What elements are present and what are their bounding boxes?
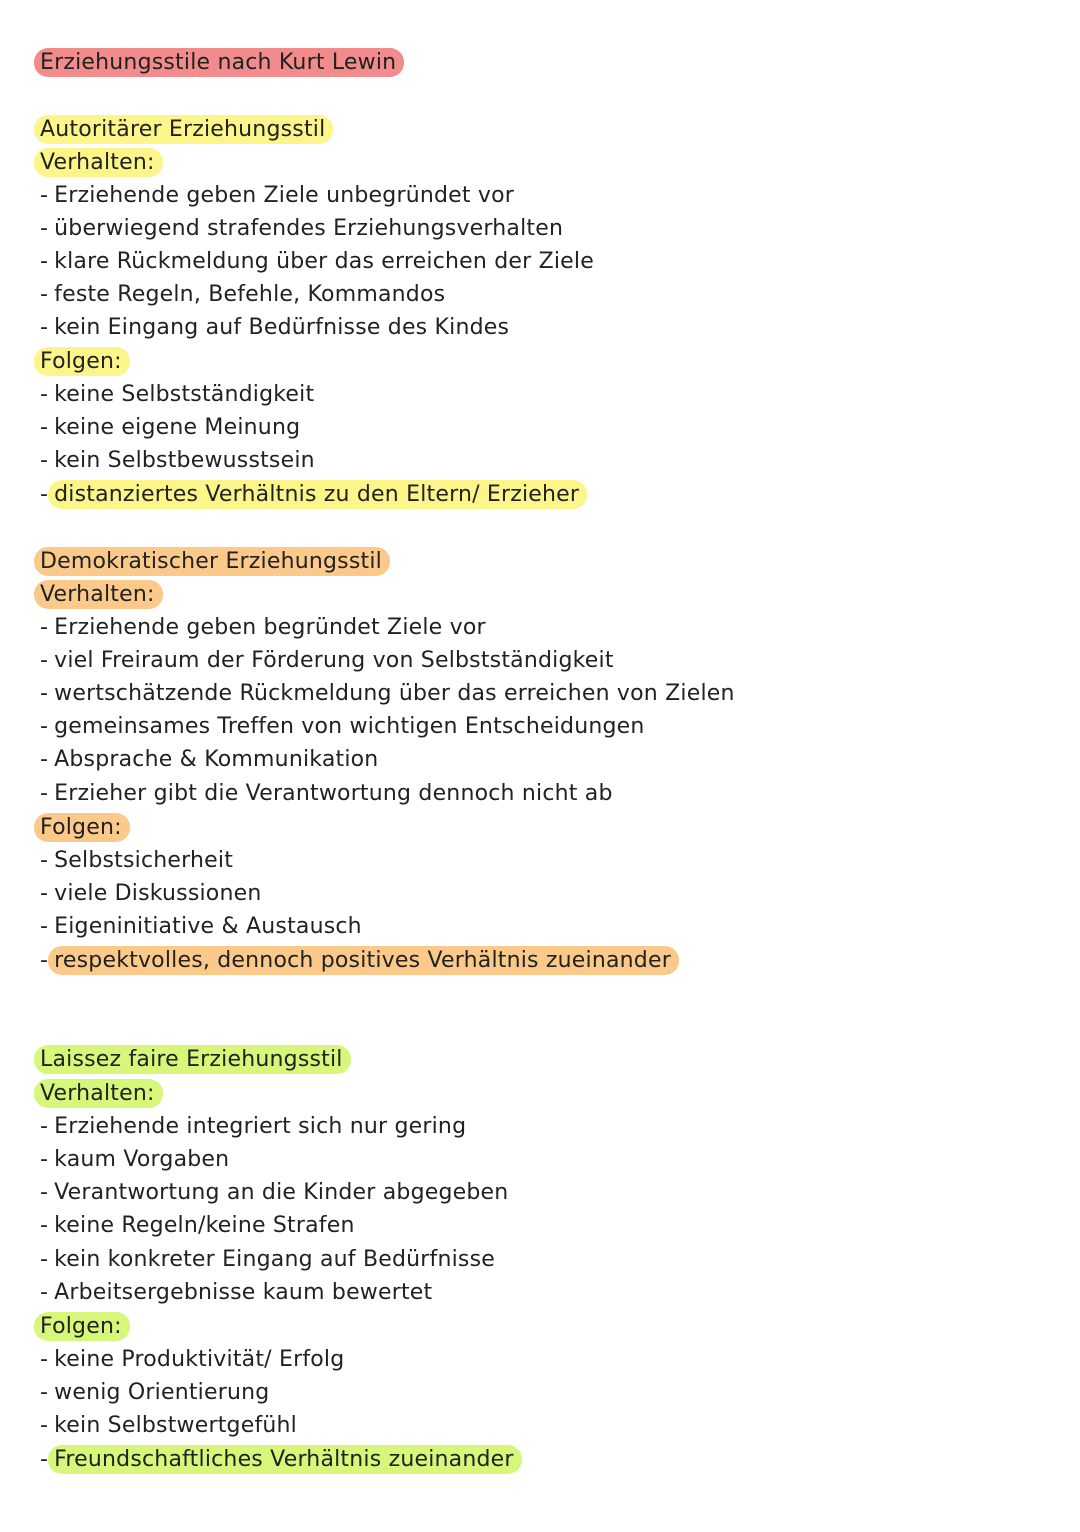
list-item: - Verantwortung an die Kinder abgegeben [40, 1180, 509, 1205]
list-item-highlighted: - distanziertes Verhältnis zu den Eltern/ Erzieher [40, 480, 587, 510]
list-item: - wertschätzende Rückmeldung über das erreichen von Zielen [40, 681, 735, 706]
list-item: - Arbeitsergebnisse kaum bewertet [40, 1280, 433, 1305]
list-item: - keine Produktivität/ Erfolg [40, 1347, 345, 1372]
section-heading-autoritaer: Autoritärer Erziehungsstil [40, 115, 333, 145]
list-item: - kein Eingang auf Bedürfnisse des Kindes [40, 315, 510, 340]
section-heading-demokratisch: Demokratischer Erziehungsstil [40, 547, 390, 577]
list-item: - keine eigene Meinung [40, 415, 301, 440]
list-item: - Eigeninitiative & Austausch [40, 914, 362, 939]
list-item: - viele Diskussionen [40, 881, 262, 906]
list-item: - keine Regeln/keine Strafen [40, 1213, 355, 1238]
list-item: - überwiegend strafendes Erziehungsverhalten [40, 216, 564, 241]
folgen-label: Folgen: [40, 813, 130, 843]
list-item: - wenig Orientierung [40, 1380, 270, 1405]
section-heading-laissez-faire: Laissez faire Erziehungsstil [40, 1045, 351, 1075]
list-item: - keine Selbstständigkeit [40, 382, 315, 407]
list-item: - Erziehende geben Ziele unbegründet vor [40, 183, 515, 208]
list-item-highlighted: - respektvolles, dennoch positives Verhältnis zueinander [40, 946, 679, 976]
list-item: - Selbstsicherheit [40, 848, 234, 873]
verhalten-label: Verhalten: [40, 148, 163, 178]
list-item: - feste Regeln, Befehle, Kommandos [40, 282, 446, 307]
verhalten-label: Verhalten: [40, 1079, 163, 1109]
list-item: - Absprache & Kommunikation [40, 747, 379, 772]
list-item: - klare Rückmeldung über das erreichen der Ziele [40, 249, 594, 274]
list-item: - kein Selbstwertgefühl [40, 1413, 297, 1438]
list-item: - kein Selbstbewusstsein [40, 448, 315, 473]
list-item: - Erziehende geben begründet Ziele vor [40, 615, 486, 640]
list-item: - Erziehende integriert sich nur gering [40, 1114, 467, 1139]
list-item: - viel Freiraum der Förderung von Selbstständigkeit [40, 648, 614, 673]
list-item-highlighted: - Freundschaftliches Verhältnis zueinander [40, 1445, 522, 1475]
title-text: Erziehungsstile nach Kurt Lewin [34, 48, 404, 77]
folgen-label: Folgen: [40, 1312, 130, 1342]
list-item: - Erzieher gibt die Verantwortung dennoch nicht ab [40, 781, 613, 806]
list-item: - kaum Vorgaben [40, 1147, 230, 1172]
list-item: - gemeinsames Treffen von wichtigen Entscheidungen [40, 714, 645, 739]
verhalten-label: Verhalten: [40, 580, 163, 610]
list-item: - kein konkreter Eingang auf Bedürfnisse [40, 1247, 495, 1272]
folgen-label: Folgen: [40, 347, 130, 377]
page-title [40, 48, 404, 78]
